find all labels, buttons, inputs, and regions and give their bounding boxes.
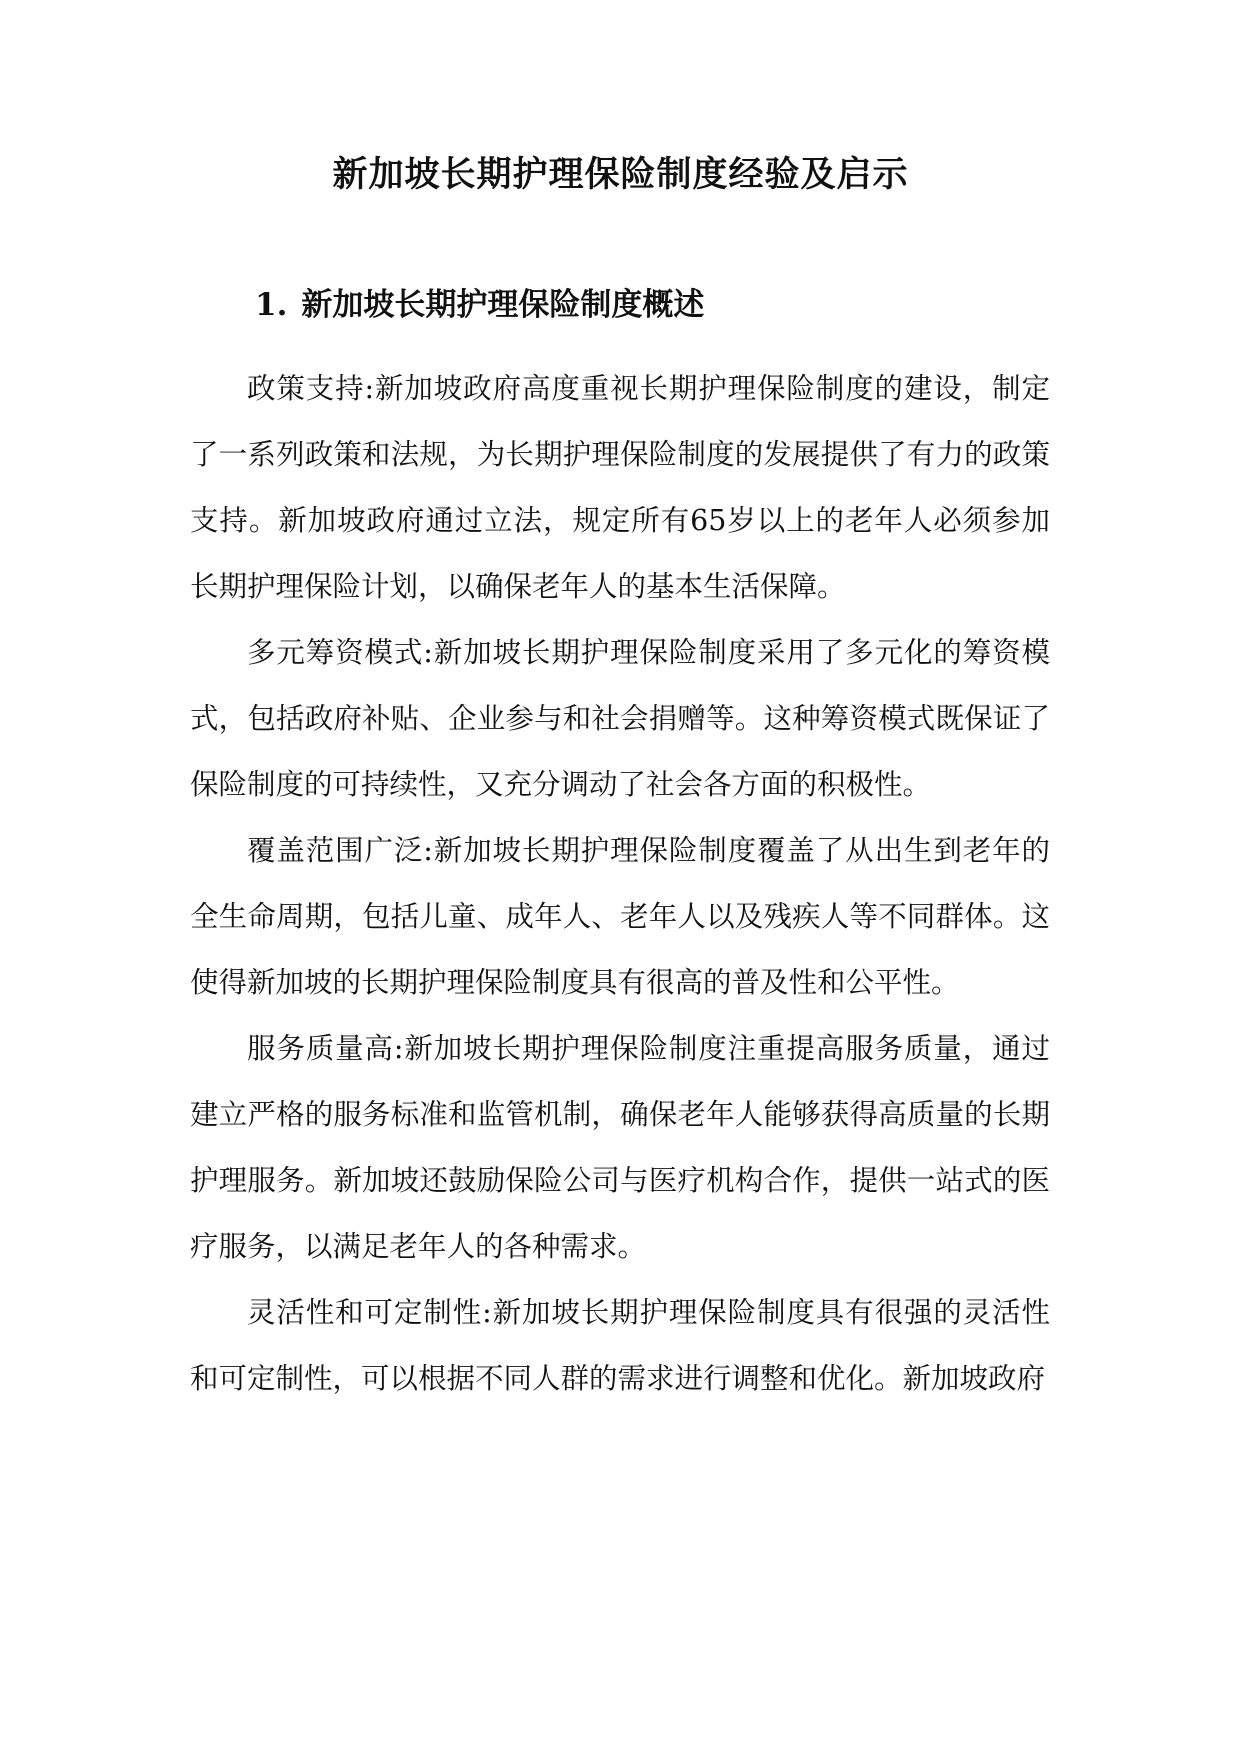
section-heading-text: 新加坡长期护理保险制度概述: [301, 287, 705, 323]
paragraph-lead: 灵活性和可定制性:: [247, 1296, 492, 1329]
paragraph-lead: 服务质量高:: [247, 1032, 404, 1065]
paragraph-text: 新加坡长期护理保险制度覆盖了从出生到老年的全生命周期，包括儿童、成年人、老年人以及残疾人等不同群体。这使得新加坡的长期护理保险制度具有很高的普及性和公平性。: [190, 834, 1050, 999]
paragraph-flexibility: [190, 1280, 1050, 1412]
paragraph-lead: 政策支持:: [247, 372, 375, 405]
paragraph-lead: 多元筹资模式:: [247, 636, 433, 669]
paragraph-service-quality: [190, 1016, 1050, 1280]
document-body: [190, 356, 1050, 1412]
paragraph-text: 新加坡长期护理保险制度注重提高服务质量，通过建立严格的服务标准和监管机制，确保老年人能够获得高质量的长期护理服务。新加坡还鼓励保险公司与医疗机构合作，提供一站式的医疗服务，以满足老年人的各种需求。: [190, 1032, 1050, 1263]
paragraph-text: 新加坡长期护理保险制度采用了多元化的筹资模式，包括政府补贴、企业参与和社会捐赠等。这种筹资模式既保证了保险制度的可持续性，又充分调动了社会各方面的积极性。: [190, 636, 1050, 801]
paragraph-funding-model: [190, 620, 1050, 818]
paragraph-lead: 覆盖范围广泛:: [247, 834, 433, 867]
paragraph-text: 新加坡政府高度重视长期护理保险制度的建设，制定了一系列政策和法规，为长期护理保险制度的发展提供了有力的政策支持。新加坡政府通过立法，规定所有65岁以上的老年人必须参加长期护理保险计划，以确保老年人的基本生活保障。: [190, 372, 1050, 603]
section-number: 1.: [255, 287, 288, 323]
paragraph-text: 新加坡长期护理保险制度具有很强的灵活性和可定制性，可以根据不同人群的需求进行调整和优化。新加坡政府: [190, 1296, 1050, 1395]
paragraph-policy-support: [190, 356, 1050, 620]
document-title: 新加坡长期护理保险制度经验及启示: [332, 154, 909, 195]
paragraph-coverage: [190, 818, 1050, 1016]
section-heading: [255, 282, 704, 328]
